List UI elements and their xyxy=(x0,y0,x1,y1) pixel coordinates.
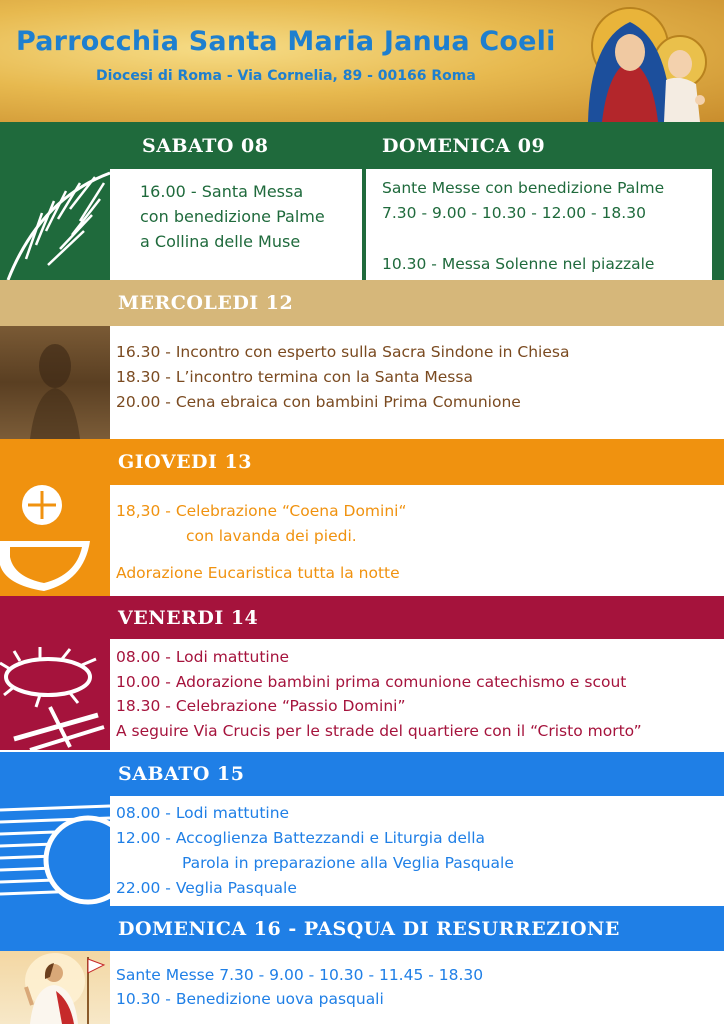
sat15-line: 22.00 - Veglia Pasquale xyxy=(116,879,297,897)
fri14-line: 18.30 - Celebrazione “Passio Domini” xyxy=(116,697,406,715)
day-bar-sun16 xyxy=(0,906,724,951)
sun09-line: Sante Messe con benedizione Palme xyxy=(382,179,665,197)
wed12-line: 20.00 - Cena ebraica con bambini Prima Comunione xyxy=(116,393,521,411)
day-bar-wed12 xyxy=(0,280,724,326)
sun16-text xyxy=(116,963,483,1011)
palm-icon xyxy=(0,169,110,280)
sun16-line: Sante Messe 7.30 - 9.00 - 10.30 - 11.45 - 18.30 xyxy=(116,966,484,984)
sat15-line: 12.00 - Accoglienza Battezzandi e Liturgia della xyxy=(116,829,486,847)
wed12-text xyxy=(116,340,569,415)
sat08-line: 16.00 - Santa Messa xyxy=(140,182,304,201)
sun16-line: 10.30 - Benedizione uova pasquali xyxy=(116,990,384,1008)
thu13-line: con lavanda dei piedi. xyxy=(186,527,357,545)
sat08-line: a Collina delle Muse xyxy=(140,232,301,251)
sun09-line: 10.30 - Messa Solenne nel piazzale xyxy=(382,255,655,273)
sat08-text xyxy=(140,179,325,254)
day-title-sat15: SABATO 15 xyxy=(118,763,245,785)
tomb-stone-icon xyxy=(0,796,110,906)
thu13-line: Adorazione Eucaristica tutta la notte xyxy=(116,564,400,582)
thu13-text xyxy=(116,499,407,586)
sun09-line: 7.30 - 9.00 - 10.30 - 12.00 - 18.30 xyxy=(382,204,646,222)
day-title-sun16: DOMENICA 16 - PASQUA DI RESURREZIONE xyxy=(118,917,620,940)
fri14-line: A seguire Via Crucis per le strade del quartiere con il “Cristo morto” xyxy=(116,721,642,740)
sun09-text xyxy=(382,176,664,277)
header-banner xyxy=(0,0,724,122)
green-edge xyxy=(712,169,724,280)
fri14-line: 10.00 - Adorazione bambini prima comunione catechismo e scout xyxy=(116,672,627,691)
sat15-text xyxy=(116,801,514,901)
day-title-wed12: MERCOLEDI 12 xyxy=(118,292,294,314)
chalice-icon xyxy=(0,485,110,596)
day-bar-sat08 xyxy=(0,122,724,169)
risen-christ-image xyxy=(0,951,110,1024)
day-bar-fri14 xyxy=(0,596,724,639)
fri14-line: 08.00 - Lodi mattutine xyxy=(116,648,290,666)
day-title-fri14: VENERDI 14 xyxy=(118,606,259,629)
sat15-line: Parola in preparazione alla Veglia Pasquale xyxy=(182,854,514,872)
fri14-text xyxy=(116,645,642,743)
day-title-thu13: GIOVEDI 13 xyxy=(118,451,252,473)
thu13-line: 18,30 - Celebrazione “Coena Domini“ xyxy=(116,502,407,520)
sat08-line: con benedizione Palme xyxy=(140,207,325,226)
parish-address: Diocesi di Roma - Via Cornelia, 89 - 00166 Roma xyxy=(96,68,476,84)
crown-of-thorns-icon xyxy=(0,639,110,750)
shroud-icon xyxy=(0,326,110,439)
madonna-image xyxy=(568,0,718,122)
day-title-sat08: SABATO 08 xyxy=(142,134,269,157)
wed12-line: 16.30 - Incontro con esperto sulla Sacra Sindone in Chiesa xyxy=(116,343,570,361)
parish-title: Parrocchia Santa Maria Janua Coeli xyxy=(16,26,556,57)
sat15-line: 08.00 - Lodi mattutine xyxy=(116,804,290,822)
wed12-line: 18.30 - L’incontro termina con la Santa Messa xyxy=(116,368,473,386)
day-bar-thu13 xyxy=(0,439,724,485)
day-bar-sat15 xyxy=(0,752,724,796)
day-title-sun09: DOMENICA 09 xyxy=(382,134,546,157)
